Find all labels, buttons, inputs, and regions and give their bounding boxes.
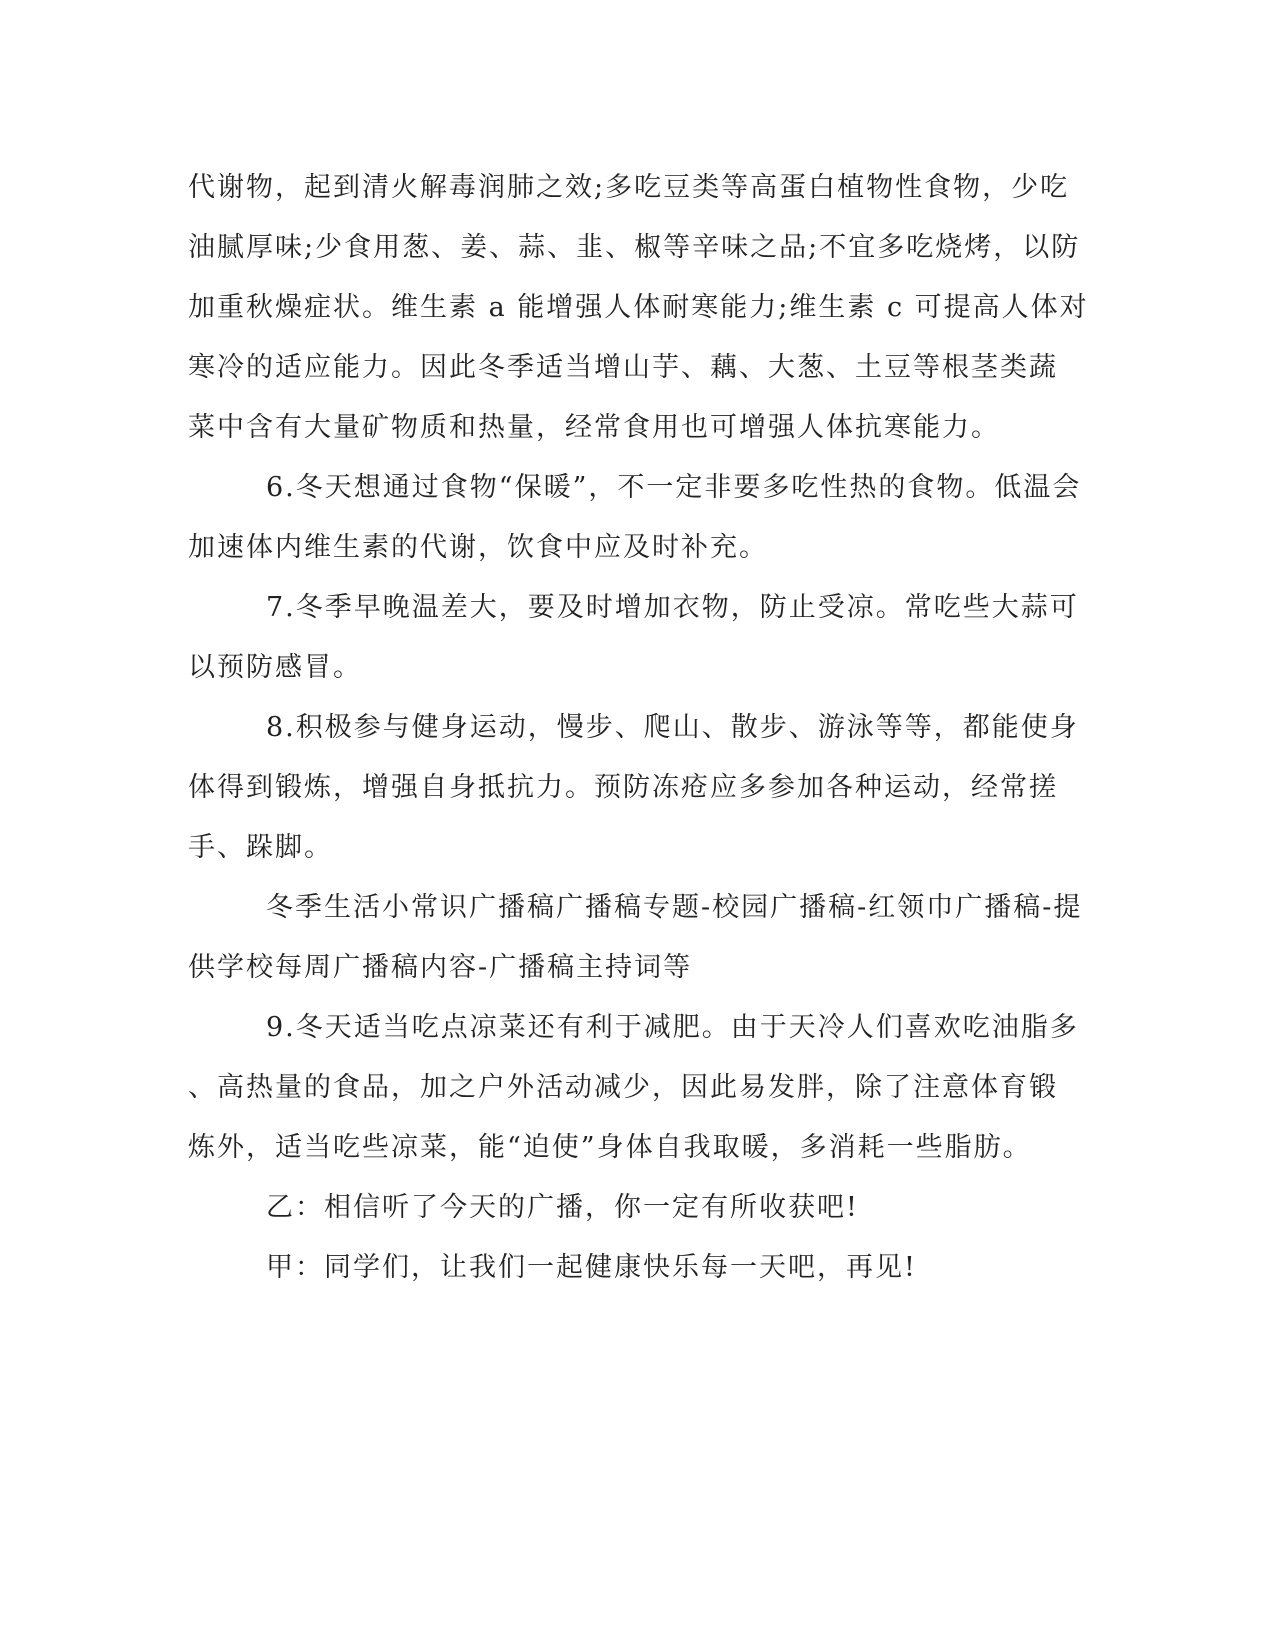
- document-body: [188, 158, 1089, 1298]
- text-line: 加速体内维生素的代谢，饮食中应及时补充。: [188, 532, 768, 563]
- text-line: 供学校每周广播稿内容-广播稿主持词等: [188, 952, 693, 983]
- text-line: 、高热量的食品，加之户外活动减少，因此易发胖，除了注意体育锻: [188, 1072, 1058, 1103]
- text-line: 菜中含有大量矿物质和热量，经常食用也可增强人体抗寒能力。: [188, 412, 1000, 443]
- paragraph-speaker-a: [188, 1238, 1068, 1298]
- text-line: 6.冬天想通过食物“保暖”，不一定非要多吃性热的食物。低温会: [266, 472, 1082, 503]
- paragraph-tip-9: [188, 998, 1079, 1178]
- text-line: 体得到锻炼，增强自身抵抗力。预防冻疮应多参加各种运动，经常搓: [188, 772, 1058, 803]
- text-line: 炼外，适当吃些凉菜，能“迫使”身体自我取暖，多消耗一些脂肪。: [188, 1132, 1032, 1163]
- text-line: 油腻厚味;少食用葱、姜、蒜、韭、椒等辛味之品;不宜多吃烧烤，以防: [188, 232, 1081, 263]
- text-line: 甲：同学们，让我们一起健康快乐每一天吧，再见!: [266, 1252, 917, 1283]
- text-line: 寒冷的适应能力。因此冬季适当增山芋、藕、大葱、土豆等根茎类蔬: [188, 352, 1058, 383]
- paragraph-diet-continuation: [188, 158, 1089, 458]
- text-line: 乙：相信听了今天的广播，你一定有所收获吧!: [266, 1192, 859, 1223]
- paragraph-topic-note: [188, 878, 1083, 998]
- text-line: 代谢物，起到清火解毒润肺之效;多吃豆类等高蛋白植物性食物，少吃: [188, 172, 1070, 203]
- text-line: 以预防感冒。: [188, 652, 362, 683]
- text-line: 手、跺脚。: [188, 832, 333, 863]
- text-line: 加重秋燥症状。维生素 a 能增强人体耐寒能力;维生素 c 可提高人体对: [188, 292, 1089, 323]
- paragraph-tip-6: [188, 458, 1082, 578]
- paragraph-tip-7: [188, 578, 1079, 698]
- text-line: 8.积极参与健身运动，慢步、爬山、散步、游泳等等，都能使身: [266, 712, 1079, 743]
- text-line: 7.冬季早晚温差大，要及时增加衣物，防止受凉。常吃些大蒜可: [266, 592, 1079, 623]
- paragraph-speaker-b: [188, 1178, 1068, 1238]
- paragraph-tip-8: [188, 698, 1079, 878]
- text-line: 冬季生活小常识广播稿广播稿专题-校园广播稿-红领巾广播稿-提: [266, 892, 1083, 923]
- text-line: 9.冬天适当吃点凉菜还有利于减肥。由于天冷人们喜欢吃油脂多: [266, 1012, 1079, 1043]
